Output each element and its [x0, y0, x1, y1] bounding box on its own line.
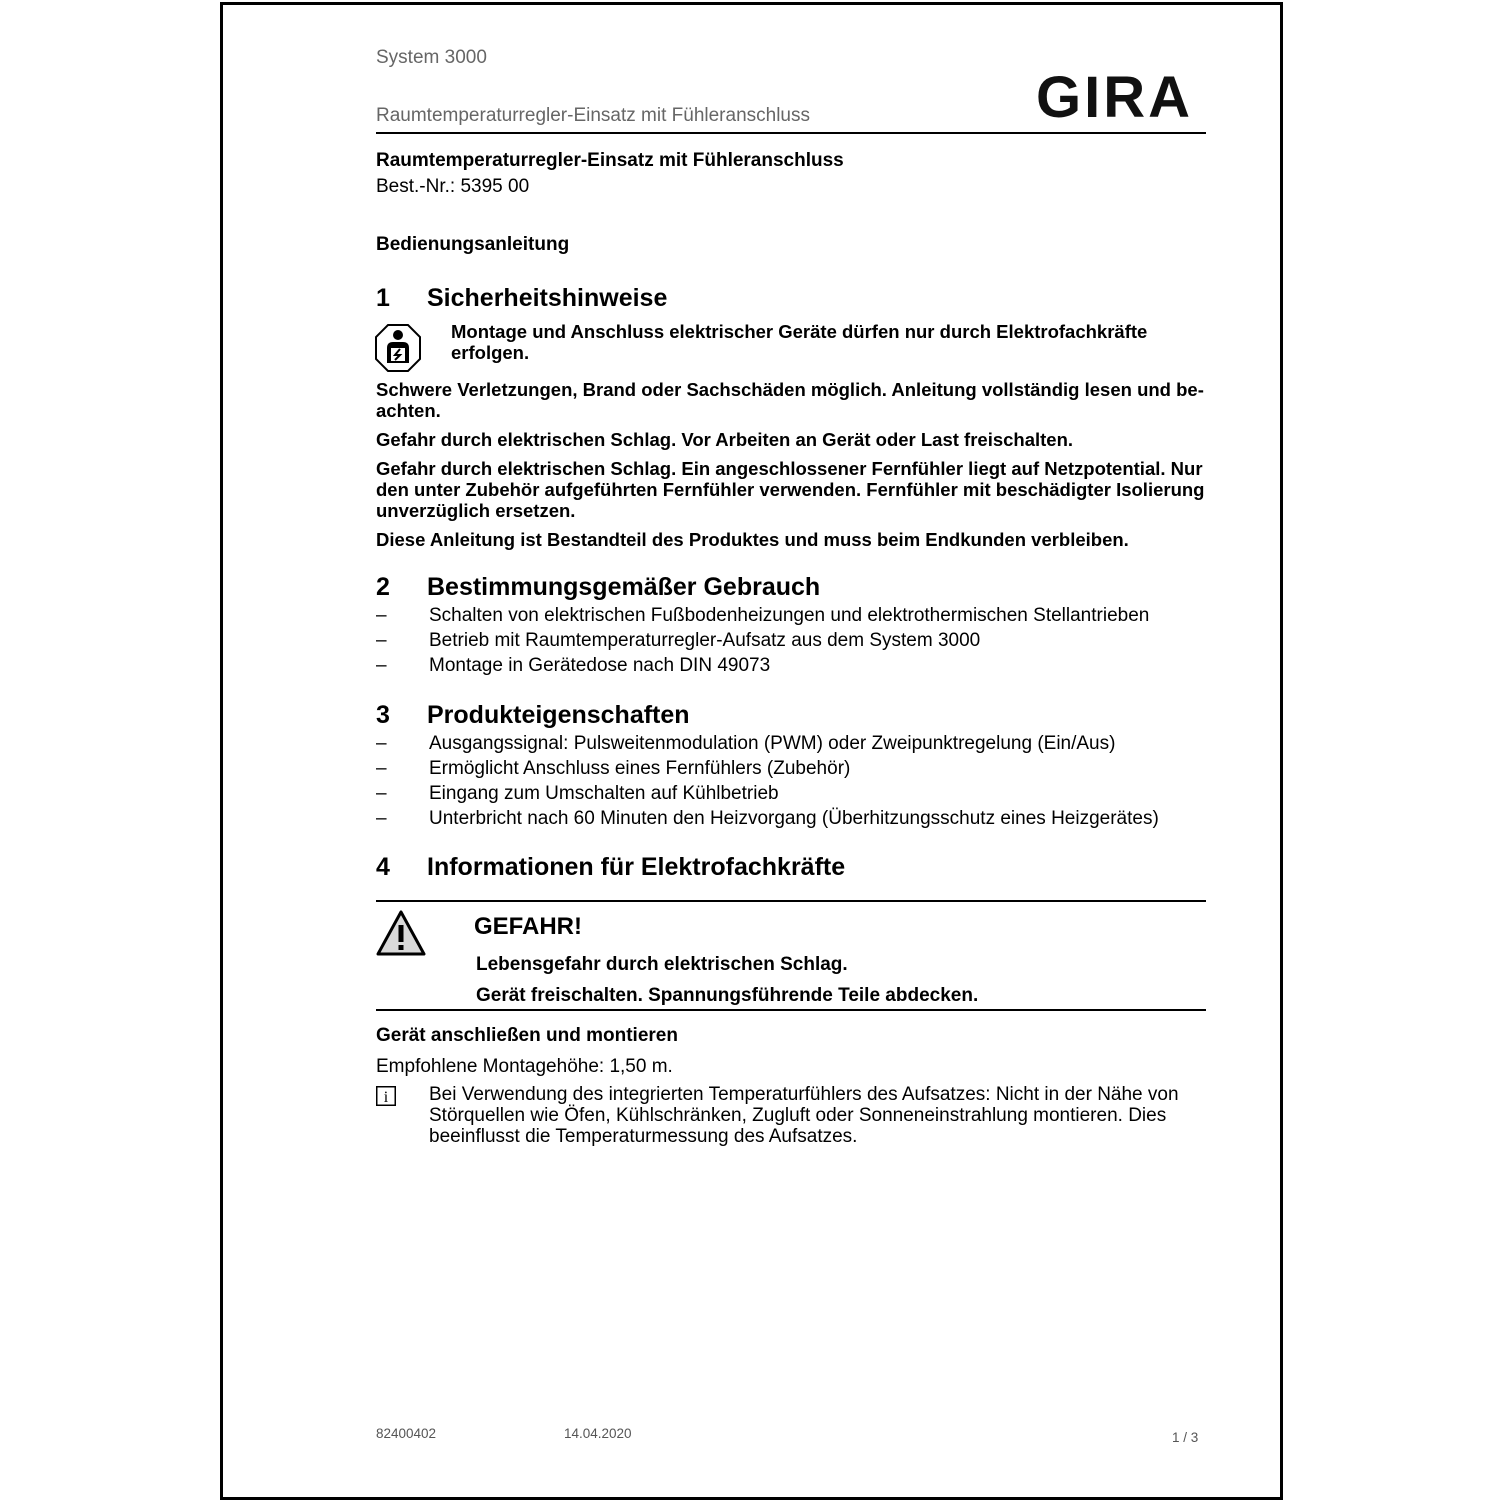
danger-top-rule: [376, 900, 1206, 902]
list-bullet: –: [376, 655, 387, 676]
section-2-heading: [223, 573, 1223, 603]
list-bullet: –: [376, 605, 387, 626]
install-subheading: Gerät anschließen und montieren: [376, 1025, 678, 1046]
safety-paragraph: Diese Anleitung ist Bestandteil des Produktes und muss beim Endkunden verbleiben.: [376, 529, 1129, 550]
safety-paragraph: Schwere Verletzungen, Brand oder Sachschäden möglich. Anleitung vollständig lesen und be-achten.: [376, 379, 1204, 421]
section-3-heading: [223, 701, 1223, 731]
section-number: 2: [376, 573, 390, 601]
section-1-heading: [223, 284, 1223, 314]
manual-label: Bedienungsanleitung: [376, 234, 570, 255]
info-text: Bei Verwendung des integrierten Temperaturfühlers des Aufsatzes: Nicht in der Nähe von Störquellen wie Öfen, Kühlschränken, Zugluft oder Sonneneinstrahlung montieren. Dies beeinflusst die Temperaturmessung des Aufsatzes.: [429, 1084, 1179, 1147]
list-item: – Ermöglicht Anschluss eines Fernfühlers (Zubehör): [376, 758, 851, 779]
list-bullet: –: [376, 630, 387, 651]
section-number: 1: [376, 284, 390, 312]
order-number: Best.-Nr.: 5395 00: [376, 176, 530, 197]
mounting-height: Empfohlene Montagehöhe: 1,50 m.: [376, 1056, 673, 1077]
section-title: Sicherheitshinweise: [427, 284, 668, 312]
info-icon: [376, 1086, 396, 1106]
header-system: System 3000: [376, 47, 487, 68]
list-item: – Betrieb mit Raumtemperaturregler-Aufsatz aus dem System 3000: [376, 630, 981, 651]
electrician-note: Montage und Anschluss elektrischer Geräte dürfen nur durch Elektrofachkräfte erfolgen.: [451, 321, 1148, 363]
list-item: – Montage in Gerätedose nach DIN 49073: [376, 655, 771, 676]
section-4-heading: [223, 853, 1223, 883]
list-item: – Ausgangssignal: Pulsweitenmodulation (PWM) oder Zweipunktregelung (Ein/Aus): [376, 733, 1116, 754]
usage-list: [376, 603, 1206, 678]
list-bullet: –: [376, 733, 387, 754]
section-title: Produkteigenschaften: [427, 701, 690, 729]
footer-page-number: 1 / 3: [1172, 1430, 1199, 1445]
properties-list: [376, 731, 1206, 831]
list-item: – Schalten von elektrischen Fußbodenheizungen und elektrothermischen Stellantrieben: [376, 605, 1150, 626]
danger-bottom-rule: [376, 1009, 1206, 1011]
section-title: Informationen für Elektrofachkräfte: [427, 853, 846, 881]
section-number: 4: [376, 853, 390, 881]
danger-line: Lebensgefahr durch elektrischen Schlag.: [476, 954, 848, 975]
header-divider: [376, 132, 1206, 134]
safety-paragraph: Gefahr durch elektrischen Schlag. Vor Arbeiten an Gerät oder Last freischalten.: [376, 429, 1074, 450]
list-bullet: –: [376, 808, 387, 829]
list-item: – Unterbricht nach 60 Minuten den Heizvorgang (Überhitzungsschutz eines Heizgerätes): [376, 808, 1159, 829]
danger-title: GEFAHR!: [474, 913, 582, 940]
safety-paragraph: Gefahr durch elektrischen Schlag. Ein angeschlossener Fernfühler liegt auf Netzpotential. Nur den unter Zubehör aufgeführten Fernfühler verwenden. Fernfühler mit beschädigter Isolierung unverzüglich ersetzen.: [376, 458, 1205, 521]
gira-logo: GIRA: [1036, 65, 1193, 130]
list-item: – Eingang zum Umschalten auf Kühlbetrieb: [376, 783, 779, 804]
document-title: Raumtemperaturregler-Einsatz mit Fühleranschluss: [376, 150, 844, 171]
list-bullet: –: [376, 783, 387, 804]
section-number: 3: [376, 701, 390, 729]
footer-doc-number: 82400402: [376, 1426, 437, 1441]
warning-triangle-icon: [375, 909, 427, 957]
header-subtitle: Raumtemperaturregler-Einsatz mit Fühleranschluss: [376, 105, 810, 126]
svg-text:i: i: [383, 1089, 389, 1106]
list-bullet: –: [376, 758, 387, 779]
danger-line: Gerät freischalten. Spannungsführende Teile abdecken.: [476, 985, 979, 1006]
document-page: [220, 2, 1283, 1500]
section-title: Bestimmungsgemäßer Gebrauch: [427, 573, 821, 601]
electrician-icon: [374, 323, 422, 373]
footer-date: 14.04.2020: [564, 1426, 632, 1441]
